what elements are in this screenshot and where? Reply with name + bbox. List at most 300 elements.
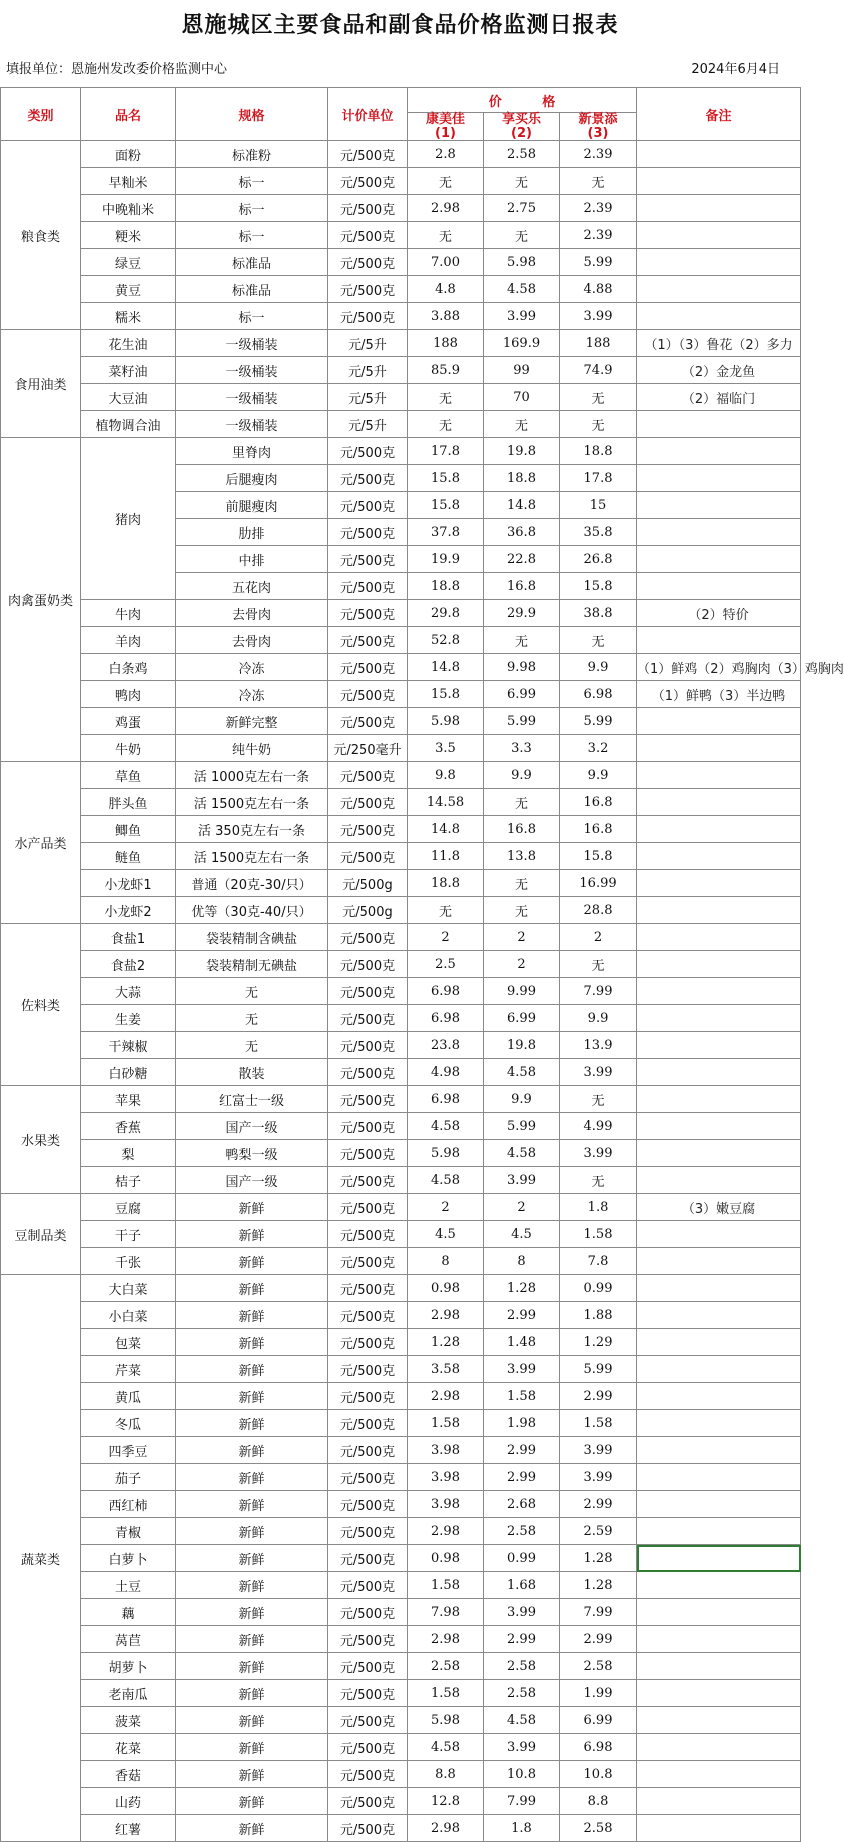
item-name-cell[interactable]: 小龙虾1 — [81, 870, 176, 897]
price-cell-store-1[interactable]: 2.5 — [408, 951, 484, 978]
price-cell-store-1[interactable]: 4.8 — [408, 276, 484, 303]
note-cell[interactable] — [637, 1248, 801, 1275]
spec-cell[interactable]: 红富士一级 — [176, 1086, 328, 1113]
item-name-cell[interactable]: 黄瓜 — [81, 1383, 176, 1410]
unit-cell[interactable]: 元/500克 — [328, 924, 408, 951]
item-name-cell[interactable]: 红薯 — [81, 1815, 176, 1842]
price-cell-store-3[interactable]: 3.99 — [560, 303, 637, 330]
item-name-cell[interactable]: 胡萝卜 — [81, 1653, 176, 1680]
price-cell-store-1[interactable]: 2.98 — [408, 195, 484, 222]
item-name-cell[interactable]: 大豆油 — [81, 384, 176, 411]
note-cell[interactable] — [637, 276, 801, 303]
price-cell-store-3[interactable]: 3.99 — [560, 1464, 637, 1491]
note-cell[interactable] — [637, 897, 801, 924]
price-cell-store-2[interactable]: 99 — [484, 357, 560, 384]
note-cell[interactable] — [637, 1032, 801, 1059]
price-cell-store-2[interactable]: 4.58 — [484, 1059, 560, 1086]
spec-cell[interactable]: 新鲜 — [176, 1788, 328, 1815]
price-cell-store-1[interactable]: 3.98 — [408, 1437, 484, 1464]
note-cell[interactable] — [637, 1275, 801, 1302]
unit-cell[interactable]: 元/500克 — [328, 1248, 408, 1275]
note-cell[interactable] — [637, 411, 801, 438]
price-cell-store-1[interactable]: 2.98 — [408, 1518, 484, 1545]
price-cell-store-1[interactable]: 2.98 — [408, 1302, 484, 1329]
unit-cell[interactable]: 元/500克 — [328, 1437, 408, 1464]
item-name-cell[interactable]: 粳米 — [81, 222, 176, 249]
price-cell-store-3[interactable]: 4.88 — [560, 276, 637, 303]
note-cell[interactable]: （2）福临门 — [637, 384, 801, 411]
spec-cell[interactable]: 新鲜 — [176, 1248, 328, 1275]
price-cell-store-1[interactable]: 3.98 — [408, 1464, 484, 1491]
price-cell-store-2[interactable]: 无 — [484, 222, 560, 249]
item-name-cell[interactable]: 食盐1 — [81, 924, 176, 951]
price-cell-store-1[interactable]: 52.8 — [408, 627, 484, 654]
category-cell[interactable]: 佐料类 — [1, 924, 81, 1086]
unit-cell[interactable]: 元/500克 — [328, 1545, 408, 1572]
price-cell-store-1[interactable]: 无 — [408, 384, 484, 411]
note-cell[interactable] — [637, 1734, 801, 1761]
price-cell-store-3[interactable]: 18.8 — [560, 438, 637, 465]
note-cell[interactable] — [637, 1707, 801, 1734]
unit-cell[interactable]: 元/500克 — [328, 1788, 408, 1815]
note-cell[interactable]: （1）鲜鸭（3）半边鸭 — [637, 681, 801, 708]
note-cell[interactable] — [637, 735, 801, 762]
price-cell-store-3[interactable]: 0.99 — [560, 1275, 637, 1302]
price-cell-store-2[interactable]: 14.8 — [484, 492, 560, 519]
price-cell-store-3[interactable]: 2.39 — [560, 222, 637, 249]
note-cell[interactable] — [637, 1059, 801, 1086]
price-cell-store-3[interactable]: 15.8 — [560, 843, 637, 870]
unit-cell[interactable]: 元/500克 — [328, 1113, 408, 1140]
unit-cell[interactable]: 元/500克 — [328, 546, 408, 573]
note-cell[interactable] — [637, 978, 801, 1005]
price-cell-store-2[interactable]: 9.9 — [484, 1086, 560, 1113]
price-cell-store-1[interactable]: 6.98 — [408, 1005, 484, 1032]
item-name-cell[interactable]: 花生油 — [81, 330, 176, 357]
spec-cell[interactable]: 标一 — [176, 222, 328, 249]
price-cell-store-2[interactable]: 1.68 — [484, 1572, 560, 1599]
price-cell-store-1[interactable]: 18.8 — [408, 870, 484, 897]
price-cell-store-1[interactable]: 188 — [408, 330, 484, 357]
price-cell-store-1[interactable]: 8 — [408, 1248, 484, 1275]
price-cell-store-3[interactable]: 35.8 — [560, 519, 637, 546]
price-cell-store-2[interactable]: 29.9 — [484, 600, 560, 627]
price-cell-store-1[interactable]: 19.9 — [408, 546, 484, 573]
unit-cell[interactable]: 元/500克 — [328, 249, 408, 276]
price-cell-store-2[interactable]: 3.99 — [484, 303, 560, 330]
price-cell-store-3[interactable]: 5.99 — [560, 1356, 637, 1383]
note-cell[interactable] — [637, 1383, 801, 1410]
category-cell[interactable]: 肉禽蛋奶类 — [1, 438, 81, 762]
price-cell-store-2[interactable]: 70 — [484, 384, 560, 411]
item-name-cell[interactable]: 四季豆 — [81, 1437, 176, 1464]
price-cell-store-2[interactable]: 1.98 — [484, 1410, 560, 1437]
price-cell-store-3[interactable]: 2.58 — [560, 1815, 637, 1842]
price-cell-store-1[interactable]: 5.98 — [408, 1140, 484, 1167]
unit-cell[interactable]: 元/5升 — [328, 384, 408, 411]
price-cell-store-2[interactable]: 2 — [484, 924, 560, 951]
price-cell-store-2[interactable]: 3.99 — [484, 1167, 560, 1194]
price-cell-store-2[interactable]: 3.99 — [484, 1356, 560, 1383]
item-name-cell[interactable]: 芹菜 — [81, 1356, 176, 1383]
note-cell[interactable] — [637, 1653, 801, 1680]
note-cell[interactable] — [637, 1005, 801, 1032]
category-cell[interactable]: 蔬菜类 — [1, 1275, 81, 1842]
price-cell-store-1[interactable]: 1.28 — [408, 1329, 484, 1356]
unit-cell[interactable]: 元/500克 — [328, 141, 408, 168]
note-cell[interactable]: （2）特价 — [637, 600, 801, 627]
item-name-cell[interactable]: 香菇 — [81, 1761, 176, 1788]
price-cell-store-2[interactable]: 2.99 — [484, 1626, 560, 1653]
spec-cell[interactable]: 肋排 — [176, 519, 328, 546]
price-cell-store-3[interactable]: 无 — [560, 627, 637, 654]
price-cell-store-2[interactable]: 4.58 — [484, 1140, 560, 1167]
price-cell-store-3[interactable]: 15.8 — [560, 573, 637, 600]
spec-cell[interactable]: 标准品 — [176, 276, 328, 303]
item-name-cell[interactable]: 大蒜 — [81, 978, 176, 1005]
item-name-cell[interactable]: 青椒 — [81, 1518, 176, 1545]
note-cell[interactable] — [637, 168, 801, 195]
price-cell-store-3[interactable]: 3.2 — [560, 735, 637, 762]
unit-cell[interactable]: 元/500克 — [328, 1572, 408, 1599]
price-cell-store-3[interactable]: 6.98 — [560, 1734, 637, 1761]
spec-cell[interactable]: 袋装精制无碘盐 — [176, 951, 328, 978]
unit-cell[interactable]: 元/500克 — [328, 1032, 408, 1059]
price-cell-store-1[interactable]: 2.58 — [408, 1653, 484, 1680]
price-cell-store-3[interactable]: 7.99 — [560, 978, 637, 1005]
unit-cell[interactable]: 元/500克 — [328, 1005, 408, 1032]
price-cell-store-3[interactable]: 2.58 — [560, 1653, 637, 1680]
price-cell-store-2[interactable]: 0.99 — [484, 1545, 560, 1572]
price-cell-store-1[interactable]: 7.98 — [408, 1599, 484, 1626]
price-cell-store-1[interactable]: 0.98 — [408, 1275, 484, 1302]
price-cell-store-2[interactable]: 无 — [484, 168, 560, 195]
unit-cell[interactable]: 元/500克 — [328, 465, 408, 492]
price-cell-store-1[interactable]: 6.98 — [408, 1086, 484, 1113]
price-cell-store-2[interactable]: 19.8 — [484, 1032, 560, 1059]
item-name-cell[interactable]: 苹果 — [81, 1086, 176, 1113]
price-cell-store-3[interactable]: 2.59 — [560, 1518, 637, 1545]
price-cell-store-3[interactable]: 74.9 — [560, 357, 637, 384]
item-name-cell[interactable]: 食盐2 — [81, 951, 176, 978]
item-name-cell[interactable]: 鸡蛋 — [81, 708, 176, 735]
price-cell-store-2[interactable]: 6.99 — [484, 681, 560, 708]
price-cell-store-1[interactable]: 2 — [408, 1194, 484, 1221]
price-cell-store-1[interactable]: 4.58 — [408, 1734, 484, 1761]
price-cell-store-1[interactable]: 11.8 — [408, 843, 484, 870]
spec-cell[interactable]: 新鲜 — [176, 1680, 328, 1707]
price-cell-store-2[interactable]: 9.99 — [484, 978, 560, 1005]
unit-cell[interactable]: 元/500g — [328, 897, 408, 924]
price-cell-store-2[interactable]: 2.99 — [484, 1437, 560, 1464]
price-cell-store-1[interactable]: 5.98 — [408, 1707, 484, 1734]
price-cell-store-1[interactable]: 无 — [408, 168, 484, 195]
unit-cell[interactable]: 元/250毫升 — [328, 735, 408, 762]
spec-cell[interactable]: 活 1500克左右一条 — [176, 843, 328, 870]
price-cell-store-2[interactable]: 无 — [484, 789, 560, 816]
item-name-cell[interactable]: 花菜 — [81, 1734, 176, 1761]
unit-cell[interactable]: 元/500克 — [328, 1059, 408, 1086]
item-name-cell[interactable]: 冬瓜 — [81, 1410, 176, 1437]
price-cell-store-3[interactable]: 7.99 — [560, 1599, 637, 1626]
spec-cell[interactable]: 去骨肉 — [176, 627, 328, 654]
unit-cell[interactable]: 元/5升 — [328, 330, 408, 357]
spec-cell[interactable]: 新鲜 — [176, 1410, 328, 1437]
note-cell[interactable] — [637, 1437, 801, 1464]
item-name-cell[interactable]: 梨 — [81, 1140, 176, 1167]
spec-cell[interactable]: 五花肉 — [176, 573, 328, 600]
note-cell[interactable] — [637, 1491, 801, 1518]
price-cell-store-3[interactable]: 9.9 — [560, 654, 637, 681]
spec-cell[interactable]: 新鲜 — [176, 1464, 328, 1491]
price-cell-store-3[interactable]: 1.88 — [560, 1302, 637, 1329]
note-cell[interactable] — [637, 1572, 801, 1599]
note-cell[interactable] — [637, 1680, 801, 1707]
price-cell-store-2[interactable]: 169.9 — [484, 330, 560, 357]
spec-cell[interactable]: 一级桶装 — [176, 384, 328, 411]
price-cell-store-1[interactable]: 3.5 — [408, 735, 484, 762]
item-name-cell[interactable]: 大白菜 — [81, 1275, 176, 1302]
note-cell[interactable] — [637, 789, 801, 816]
price-cell-store-3[interactable]: 2.99 — [560, 1383, 637, 1410]
price-cell-store-3[interactable]: 1.28 — [560, 1545, 637, 1572]
item-name-cell[interactable]: 山药 — [81, 1788, 176, 1815]
price-cell-store-1[interactable]: 2.98 — [408, 1383, 484, 1410]
price-cell-store-2[interactable]: 2.58 — [484, 1653, 560, 1680]
spec-cell[interactable]: 新鲜 — [176, 1626, 328, 1653]
price-cell-store-1[interactable]: 2.98 — [408, 1626, 484, 1653]
price-cell-store-1[interactable]: 2.8 — [408, 141, 484, 168]
price-cell-store-1[interactable]: 4.58 — [408, 1167, 484, 1194]
item-name-cell[interactable]: 草鱼 — [81, 762, 176, 789]
note-cell[interactable] — [637, 1086, 801, 1113]
price-cell-store-3[interactable]: 3.99 — [560, 1140, 637, 1167]
spec-cell[interactable]: 新鲜 — [176, 1275, 328, 1302]
unit-cell[interactable]: 元/500克 — [328, 816, 408, 843]
price-cell-store-1[interactable]: 3.88 — [408, 303, 484, 330]
price-cell-store-2[interactable]: 无 — [484, 627, 560, 654]
spec-cell[interactable]: 标一 — [176, 168, 328, 195]
spec-cell[interactable]: 活 1500克左右一条 — [176, 789, 328, 816]
price-cell-store-2[interactable]: 1.48 — [484, 1329, 560, 1356]
price-cell-store-2[interactable]: 3.3 — [484, 735, 560, 762]
spec-cell[interactable]: 新鲜 — [176, 1707, 328, 1734]
price-cell-store-1[interactable]: 15.8 — [408, 465, 484, 492]
spec-cell[interactable]: 无 — [176, 1032, 328, 1059]
item-name-cell[interactable]: 老南瓜 — [81, 1680, 176, 1707]
spec-cell[interactable]: 新鲜完整 — [176, 708, 328, 735]
item-name-cell[interactable]: 面粉 — [81, 141, 176, 168]
spec-cell[interactable]: 活 350克左右一条 — [176, 816, 328, 843]
unit-cell[interactable]: 元/500克 — [328, 708, 408, 735]
spec-cell[interactable]: 一级桶装 — [176, 357, 328, 384]
price-cell-store-3[interactable]: 15 — [560, 492, 637, 519]
note-cell[interactable] — [637, 1167, 801, 1194]
unit-cell[interactable]: 元/500克 — [328, 1653, 408, 1680]
item-name-cell[interactable]: 牛奶 — [81, 735, 176, 762]
note-cell[interactable] — [637, 195, 801, 222]
spec-cell[interactable]: 标一 — [176, 303, 328, 330]
note-cell[interactable] — [637, 249, 801, 276]
price-cell-store-3[interactable]: 4.99 — [560, 1113, 637, 1140]
item-name-cell[interactable]: 糯米 — [81, 303, 176, 330]
unit-cell[interactable]: 元/500克 — [328, 1302, 408, 1329]
item-name-cell[interactable]: 香蕉 — [81, 1113, 176, 1140]
price-cell-store-2[interactable]: 5.99 — [484, 708, 560, 735]
spec-cell[interactable]: 里脊肉 — [176, 438, 328, 465]
price-cell-store-1[interactable]: 18.8 — [408, 573, 484, 600]
price-cell-store-2[interactable]: 19.8 — [484, 438, 560, 465]
price-cell-store-2[interactable]: 2.68 — [484, 1491, 560, 1518]
price-cell-store-3[interactable]: 5.99 — [560, 249, 637, 276]
category-cell[interactable]: 水产品类 — [1, 762, 81, 924]
price-cell-store-2[interactable]: 36.8 — [484, 519, 560, 546]
price-cell-store-3[interactable]: 2.99 — [560, 1491, 637, 1518]
price-cell-store-1[interactable]: 0.98 — [408, 1545, 484, 1572]
unit-cell[interactable]: 元/500克 — [328, 303, 408, 330]
price-cell-store-3[interactable]: 1.99 — [560, 1680, 637, 1707]
note-cell[interactable] — [637, 1626, 801, 1653]
unit-cell[interactable]: 元/500克 — [328, 1707, 408, 1734]
price-cell-store-2[interactable]: 1.28 — [484, 1275, 560, 1302]
price-cell-store-2[interactable]: 10.8 — [484, 1761, 560, 1788]
price-cell-store-3[interactable]: 2 — [560, 924, 637, 951]
spec-cell[interactable]: 冷冻 — [176, 681, 328, 708]
price-cell-store-2[interactable]: 2.58 — [484, 141, 560, 168]
unit-cell[interactable]: 元/500克 — [328, 1464, 408, 1491]
spec-cell[interactable]: 新鲜 — [176, 1761, 328, 1788]
spec-cell[interactable]: 新鲜 — [176, 1194, 328, 1221]
note-cell[interactable] — [637, 222, 801, 249]
price-cell-store-3[interactable]: 17.8 — [560, 465, 637, 492]
item-name-cell[interactable]: 胖头鱼 — [81, 789, 176, 816]
price-cell-store-1[interactable]: 无 — [408, 897, 484, 924]
spec-cell[interactable]: 新鲜 — [176, 1491, 328, 1518]
unit-cell[interactable]: 元/500克 — [328, 1626, 408, 1653]
note-cell[interactable] — [637, 762, 801, 789]
price-cell-store-1[interactable]: 1.58 — [408, 1680, 484, 1707]
item-name-cell[interactable]: 小龙虾2 — [81, 897, 176, 924]
unit-cell[interactable]: 元/500克 — [328, 1167, 408, 1194]
price-cell-store-2[interactable]: 无 — [484, 897, 560, 924]
price-cell-store-1[interactable]: 14.8 — [408, 654, 484, 681]
spec-cell[interactable]: 标准品 — [176, 249, 328, 276]
price-cell-store-3[interactable]: 无 — [560, 168, 637, 195]
price-cell-store-3[interactable]: 28.8 — [560, 897, 637, 924]
unit-cell[interactable]: 元/500克 — [328, 1383, 408, 1410]
note-cell[interactable] — [637, 1788, 801, 1815]
price-cell-store-3[interactable]: 1.29 — [560, 1329, 637, 1356]
price-cell-store-3[interactable]: 13.9 — [560, 1032, 637, 1059]
unit-cell[interactable]: 元/500克 — [328, 1761, 408, 1788]
note-cell[interactable] — [637, 1221, 801, 1248]
unit-cell[interactable]: 元/500克 — [328, 1140, 408, 1167]
spec-cell[interactable]: 无 — [176, 1005, 328, 1032]
price-cell-store-2[interactable]: 2.99 — [484, 1464, 560, 1491]
price-cell-store-1[interactable]: 12.8 — [408, 1788, 484, 1815]
price-cell-store-1[interactable]: 4.58 — [408, 1113, 484, 1140]
price-cell-store-1[interactable]: 4.98 — [408, 1059, 484, 1086]
note-cell[interactable] — [637, 1464, 801, 1491]
price-cell-store-2[interactable]: 2.75 — [484, 195, 560, 222]
note-cell[interactable]: （3）嫩豆腐 — [637, 1194, 801, 1221]
spec-cell[interactable]: 普通（20克-30/只） — [176, 870, 328, 897]
item-name-cell[interactable]: 土豆 — [81, 1572, 176, 1599]
note-cell[interactable] — [637, 951, 801, 978]
spec-cell[interactable]: 鸭梨一级 — [176, 1140, 328, 1167]
note-cell[interactable] — [637, 708, 801, 735]
spec-cell[interactable]: 新鲜 — [176, 1329, 328, 1356]
spec-cell[interactable]: 新鲜 — [176, 1653, 328, 1680]
price-cell-store-1[interactable]: 2 — [408, 924, 484, 951]
price-cell-store-1[interactable]: 23.8 — [408, 1032, 484, 1059]
note-cell[interactable]: （1）（3）鲁花（2）多力 — [637, 330, 801, 357]
price-cell-store-3[interactable]: 9.9 — [560, 762, 637, 789]
price-cell-store-3[interactable]: 6.98 — [560, 681, 637, 708]
item-name-cell[interactable]: 猪肉 — [81, 438, 176, 600]
unit-cell[interactable]: 元/500克 — [328, 1221, 408, 1248]
item-name-cell[interactable]: 鸭肉 — [81, 681, 176, 708]
note-cell[interactable] — [637, 843, 801, 870]
unit-cell[interactable]: 元/500克 — [328, 789, 408, 816]
price-cell-store-1[interactable]: 4.5 — [408, 1221, 484, 1248]
note-cell[interactable] — [637, 1302, 801, 1329]
spec-cell[interactable]: 前腿瘦肉 — [176, 492, 328, 519]
note-cell[interactable] — [637, 492, 801, 519]
price-cell-store-1[interactable]: 无 — [408, 411, 484, 438]
unit-cell[interactable]: 元/500克 — [328, 951, 408, 978]
spec-cell[interactable]: 新鲜 — [176, 1815, 328, 1842]
spec-cell[interactable]: 新鲜 — [176, 1599, 328, 1626]
unit-cell[interactable]: 元/500克 — [328, 978, 408, 1005]
price-cell-store-1[interactable]: 17.8 — [408, 438, 484, 465]
price-cell-store-1[interactable]: 15.8 — [408, 492, 484, 519]
spec-cell[interactable]: 新鲜 — [176, 1383, 328, 1410]
unit-cell[interactable]: 元/500克 — [328, 843, 408, 870]
price-cell-store-2[interactable]: 3.99 — [484, 1599, 560, 1626]
spec-cell[interactable]: 纯牛奶 — [176, 735, 328, 762]
unit-cell[interactable]: 元/500克 — [328, 681, 408, 708]
spec-cell[interactable]: 去骨肉 — [176, 600, 328, 627]
item-name-cell[interactable]: 莴苣 — [81, 1626, 176, 1653]
price-cell-store-1[interactable]: 29.8 — [408, 600, 484, 627]
item-name-cell[interactable]: 鲫鱼 — [81, 816, 176, 843]
unit-cell[interactable]: 元/500克 — [328, 438, 408, 465]
price-cell-store-3[interactable]: 16.8 — [560, 816, 637, 843]
price-cell-store-2[interactable]: 无 — [484, 870, 560, 897]
unit-cell[interactable]: 元/500克 — [328, 762, 408, 789]
price-cell-store-1[interactable]: 8.8 — [408, 1761, 484, 1788]
item-name-cell[interactable]: 豆腐 — [81, 1194, 176, 1221]
price-cell-store-3[interactable]: 10.8 — [560, 1761, 637, 1788]
item-name-cell[interactable]: 干子 — [81, 1221, 176, 1248]
unit-cell[interactable]: 元/500克 — [328, 1734, 408, 1761]
unit-cell[interactable]: 元/500克 — [328, 222, 408, 249]
price-cell-store-2[interactable]: 16.8 — [484, 573, 560, 600]
item-name-cell[interactable]: 鲢鱼 — [81, 843, 176, 870]
price-cell-store-3[interactable]: 1.28 — [560, 1572, 637, 1599]
price-cell-store-2[interactable]: 2.58 — [484, 1518, 560, 1545]
price-cell-store-3[interactable]: 无 — [560, 1086, 637, 1113]
spec-cell[interactable]: 国产一级 — [176, 1113, 328, 1140]
unit-cell[interactable]: 元/500克 — [328, 1194, 408, 1221]
item-name-cell[interactable]: 茄子 — [81, 1464, 176, 1491]
spec-cell[interactable]: 冷冻 — [176, 654, 328, 681]
item-name-cell[interactable]: 西红柿 — [81, 1491, 176, 1518]
spec-cell[interactable]: 国产一级 — [176, 1167, 328, 1194]
price-cell-store-2[interactable]: 2 — [484, 1194, 560, 1221]
price-cell-store-1[interactable]: 14.8 — [408, 816, 484, 843]
